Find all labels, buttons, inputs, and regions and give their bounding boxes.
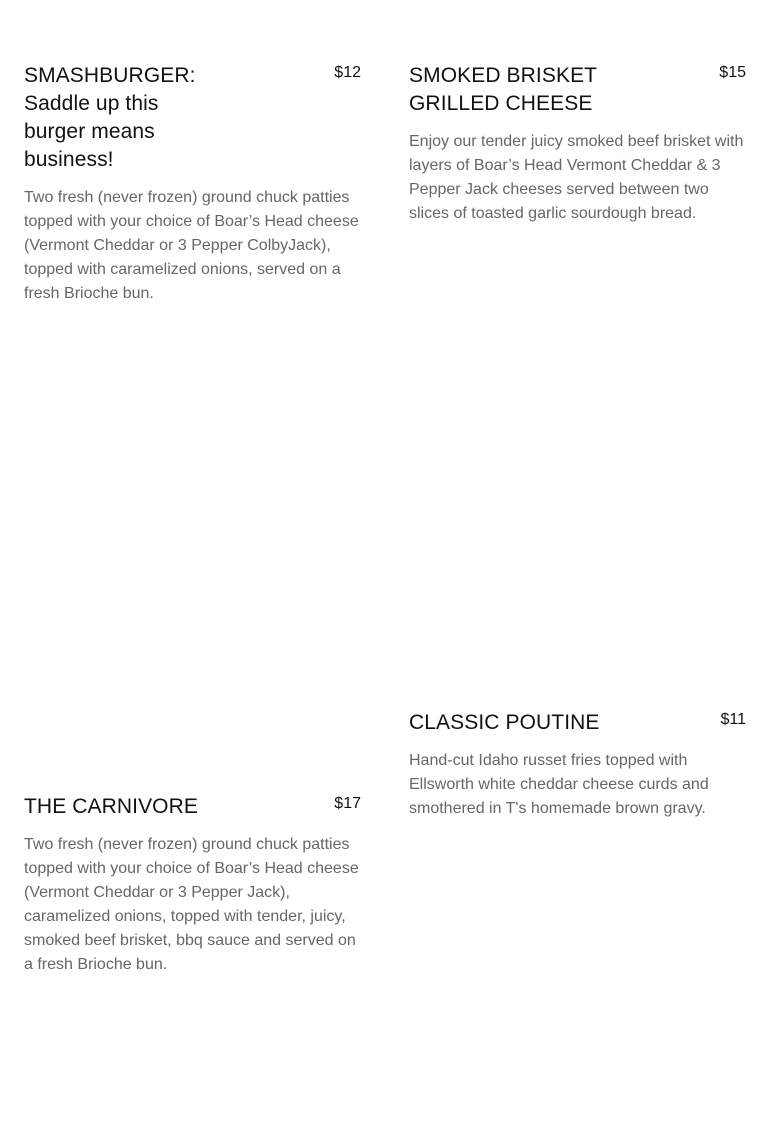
menu-item-description: Two fresh (never frozen) ground chuck patties topped with your choice of Boar’s Head cheese (Vermont Cheddar or 3 Pepper ColbyJack), topped with caramelized onions, served on a fresh Brioche bun. <box>24 189 359 302</box>
menu-item-header <box>24 793 361 821</box>
menu-item-classic-poutine <box>409 709 746 821</box>
menu-item-description: Two fresh (never frozen) ground chuck patties topped with your choice of Boar’s Head cheese (Vermont Cheddar or 3 Pepper Jack), caramelized onions, topped with tender, juicy, smoked beef brisket, bbq sauce and served on a fresh Brioche bun. <box>24 836 359 973</box>
menu-item-price: $12 <box>334 64 361 81</box>
menu-item-title: SMASHBURGER: Saddle up this burger means business! <box>24 64 196 171</box>
menu-item-title: THE CARNIVORE <box>24 795 198 818</box>
menu-item-price: $17 <box>334 795 361 812</box>
menu-item-price: $15 <box>719 64 746 81</box>
menu-item-header <box>409 62 746 118</box>
menu-item-header <box>409 709 746 737</box>
menu-item-title: CLASSIC POUTINE <box>409 711 600 734</box>
menu-item-smoked-brisket-grilled-cheese <box>409 62 746 226</box>
menu-item-the-carnivore <box>24 793 361 977</box>
menu-item-description: Hand-cut Idaho russet fries topped with Ellsworth white cheddar cheese curds and smothered in T's homemade brown gravy. <box>409 752 709 817</box>
menu-item-price: $11 <box>720 711 746 728</box>
menu-item-header <box>24 62 361 174</box>
menu-item-title: SMOKED BRISKET GRILLED CHEESE <box>409 64 597 115</box>
menu-item-description: Enjoy our tender juicy smoked beef brisket with layers of Boar’s Head Vermont Cheddar & 3 Pepper Jack cheeses served between two slices of toasted garlic sourdough bread. <box>409 133 744 222</box>
menu-item-smashburger <box>24 62 361 306</box>
